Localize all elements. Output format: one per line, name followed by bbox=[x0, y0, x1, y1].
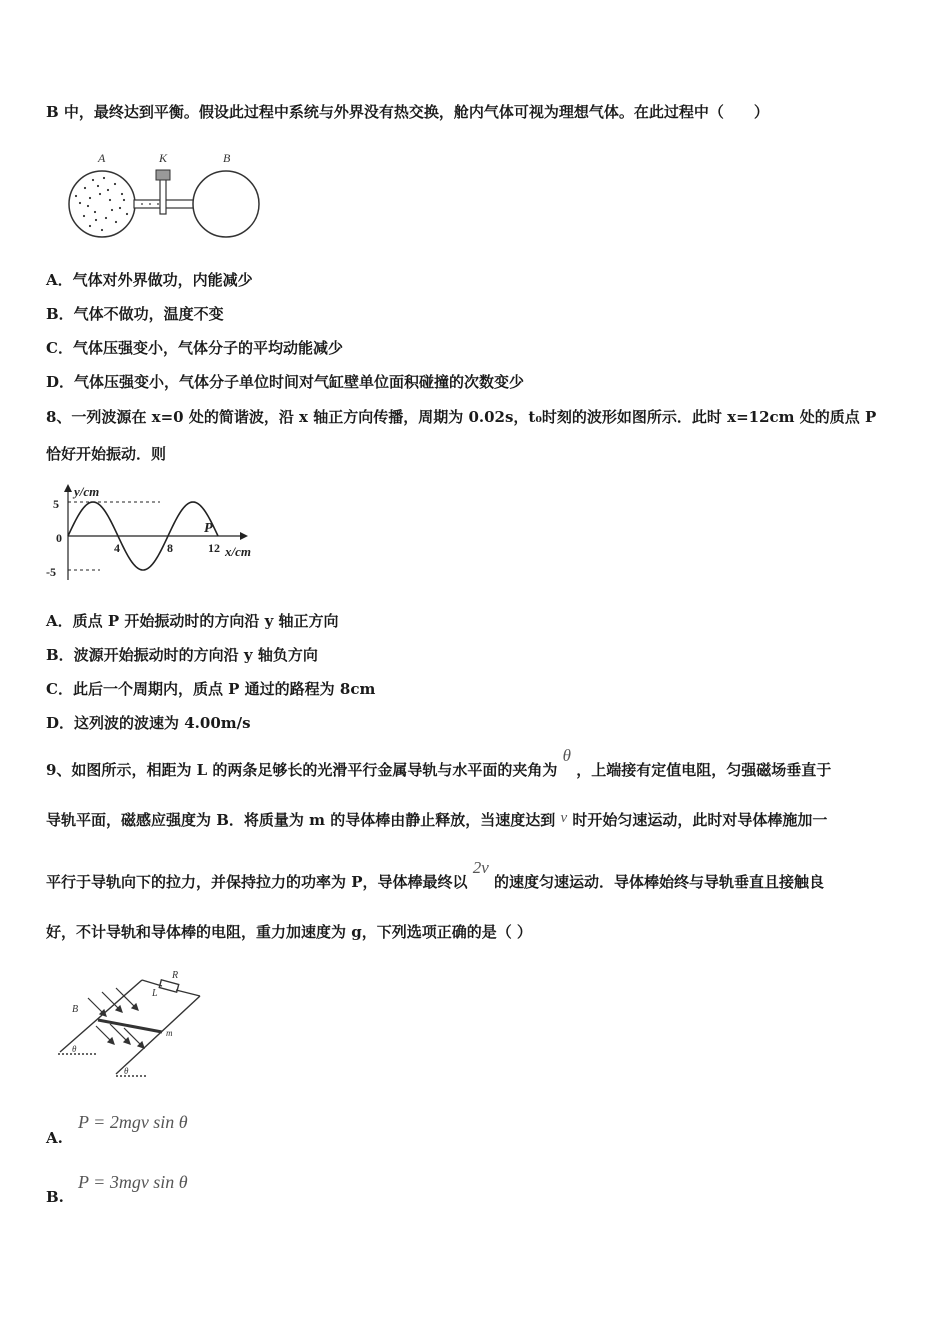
point-p-label: P bbox=[204, 521, 213, 536]
label-m: m bbox=[166, 1028, 173, 1038]
q9-line3 bbox=[46, 858, 825, 892]
q9-line2-text-b: 时开始匀速运动，此时对导体棒施加一 bbox=[572, 811, 828, 829]
y-tick-5: 5 bbox=[53, 497, 59, 511]
label-l: L bbox=[152, 988, 158, 999]
q9-option-b-label: B. bbox=[46, 1188, 64, 1206]
q8-line2: 恰好开始振动．则 bbox=[46, 445, 167, 463]
q8-line1: 8、一列波源在 x=0 处的简谐波，沿 x 轴正方向传播，周期为 0.02s，t₀时刻的波形如图所示．此时 x=12cm 处的质点 P bbox=[46, 408, 877, 426]
rail-top-1 bbox=[142, 980, 162, 986]
q7-figure bbox=[60, 148, 270, 240]
q9-line1-text-a: 9、如图所示，相距为 L 的两条足够长的光滑平行金属导轨与水平面的夹角为 bbox=[46, 761, 558, 779]
q7-option-b: B．气体不做功，温度不变 bbox=[46, 305, 224, 323]
q9-line3-text-b: 的速度匀速运动．导体棒始终与导轨垂直且接触良 bbox=[494, 873, 825, 891]
label-theta-1: θ bbox=[72, 1044, 77, 1054]
rail-lower bbox=[116, 996, 200, 1074]
label-k: K bbox=[159, 151, 168, 165]
q9-v-symbol: v bbox=[560, 810, 568, 826]
q9-line3-text-a: 平行于导轨向下的拉力，并保持拉力的功率为 P，导体棒最终以 bbox=[46, 873, 468, 891]
y-axis-label: y/cm bbox=[74, 484, 100, 499]
y-tick-0: 0 bbox=[56, 531, 62, 545]
field-arrows bbox=[88, 988, 144, 1048]
container-a bbox=[69, 171, 135, 237]
q8-wave-chart bbox=[40, 480, 270, 585]
rail-upper bbox=[60, 980, 142, 1052]
q9-line1-text-b: ，上端接有定值电阻，匀强磁场垂直于 bbox=[576, 761, 832, 779]
y-axis-arrow bbox=[64, 484, 72, 492]
conductor-bar bbox=[98, 1020, 162, 1032]
label-a: A bbox=[98, 151, 106, 165]
q9-theta-symbol: θ bbox=[562, 746, 572, 765]
q9-figure bbox=[50, 966, 210, 1082]
valve-k-handle bbox=[156, 170, 170, 180]
q9-2v-symbol: 2v bbox=[472, 858, 489, 877]
x-tick-4: 4 bbox=[114, 541, 120, 555]
y-tick-minus5: -5 bbox=[46, 565, 56, 579]
label-r: R bbox=[172, 970, 179, 981]
q8-option-c: C．此后一个周期内，质点 P 通过的路程为 8cm bbox=[46, 680, 376, 698]
q7-option-c: C．气体压强变小，气体分子的平均动能减少 bbox=[46, 339, 343, 357]
q7-option-a: A．气体对外界做功，内能减少 bbox=[46, 271, 253, 289]
label-b: B bbox=[72, 1004, 79, 1015]
resistor-r bbox=[159, 980, 178, 992]
x-tick-8: 8 bbox=[167, 541, 173, 555]
label-theta-2: θ bbox=[124, 1066, 129, 1076]
rail-top-2 bbox=[176, 990, 200, 996]
q8-option-a: A．质点 P 开始振动时的方向沿 y 轴正方向 bbox=[46, 612, 339, 630]
q9-option-a-formula: P = 2mgv sin θ bbox=[78, 1112, 188, 1132]
q7-option-d: D．气体压强变小，气体分子单位时间对气缸壁单位面积碰撞的次数变少 bbox=[46, 373, 525, 391]
q7-stem-tail: B 中，最终达到平衡。假设此过程中系统与外界没有热交换，舱内气体可视为理想气体。在此过程中（ ） bbox=[46, 103, 769, 121]
label-b: B bbox=[223, 151, 231, 165]
q9-option-b-formula: P = 3mgv sin θ bbox=[78, 1172, 188, 1192]
q9-option-a-label: A. bbox=[46, 1129, 63, 1147]
q9-line1 bbox=[46, 746, 832, 780]
q9-line2 bbox=[46, 810, 827, 831]
valve-k-stem bbox=[160, 178, 166, 214]
x-tick-12: 12 bbox=[208, 541, 220, 555]
q9-line4: 好，不计导轨和导体棒的电阻，重力加速度为 g，下列选项正确的是（ ） bbox=[46, 923, 532, 941]
q8-option-b: B．波源开始振动时的方向沿 y 轴负方向 bbox=[46, 646, 318, 664]
x-axis-arrow bbox=[240, 532, 248, 540]
x-axis-label: x/cm bbox=[225, 544, 251, 559]
q8-option-d: D．这列波的波速为 4.00m/s bbox=[46, 714, 251, 732]
container-b bbox=[193, 171, 259, 237]
q9-line2-text-a: 导轨平面，磁感应强度为 B．将质量为 m 的导体棒由静止释放，当速度达到 bbox=[46, 811, 556, 829]
